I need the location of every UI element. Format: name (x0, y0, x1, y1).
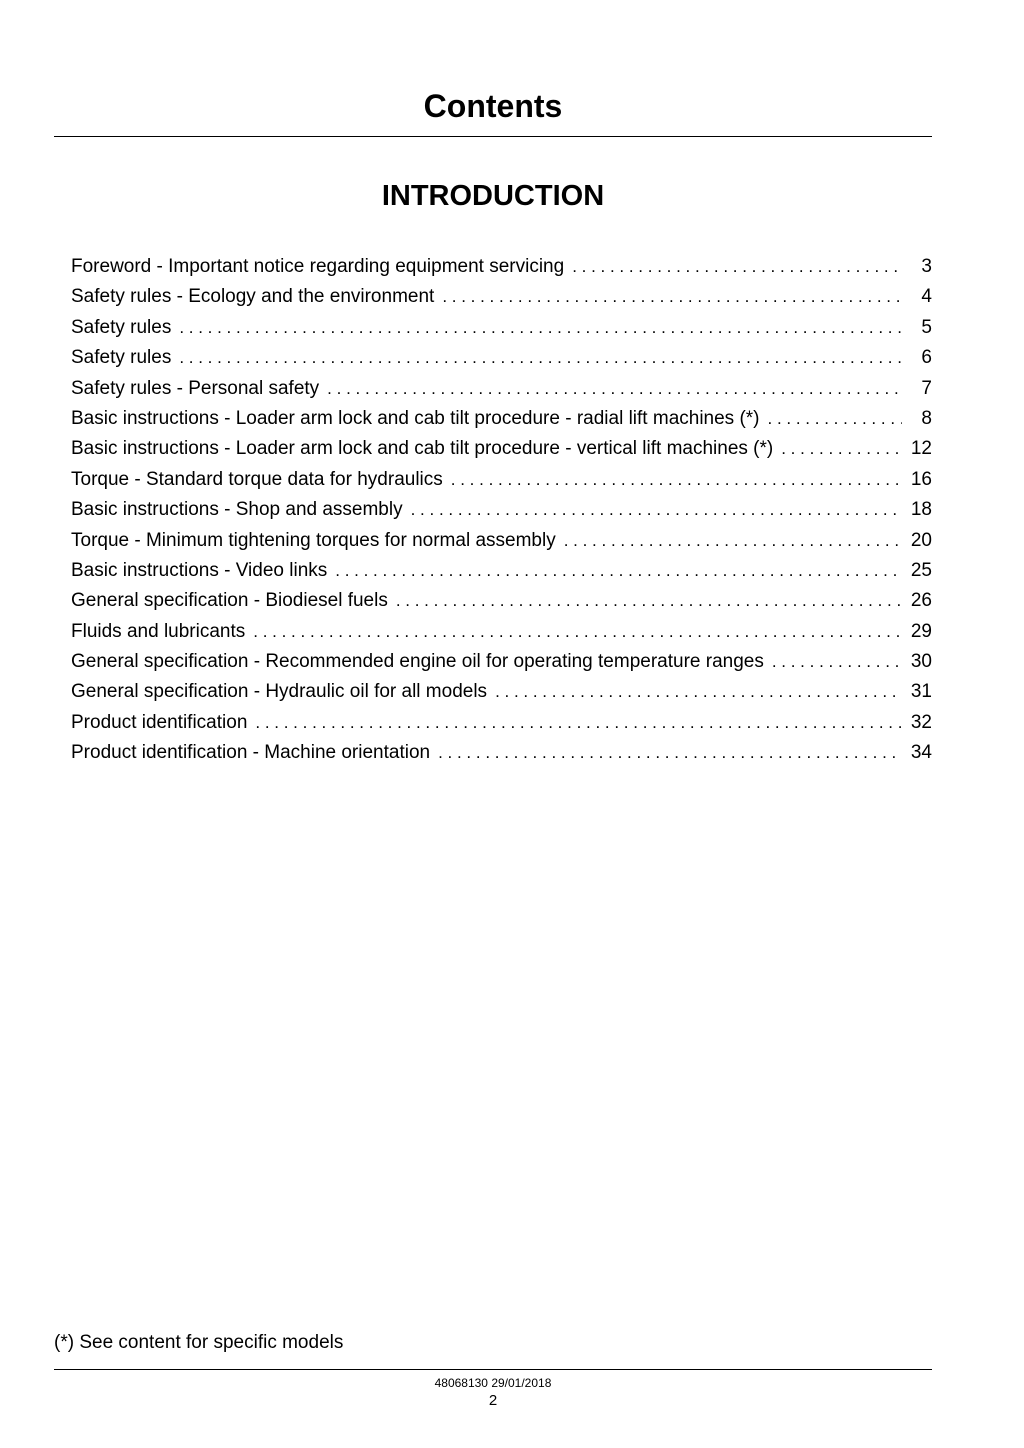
toc-entry-title: General specification - Recommended engine oil for operating temperature ranges (71, 651, 764, 673)
toc-entry-title: General specification - Hydraulic oil for all models (71, 681, 488, 703)
dot-leader (768, 404, 902, 434)
dot-leader (179, 343, 902, 373)
toc-entry-torque-hydraulics[interactable] (71, 465, 932, 495)
toc-entry-shop-assembly[interactable] (71, 495, 932, 525)
toc-entry-fluids[interactable] (71, 617, 932, 647)
toc-entry-title: Torque - Standard torque data for hydraulics (71, 468, 443, 490)
document-id: 48068130 29/01/2018 (434, 1376, 552, 1390)
toc-entry-page: 32 (910, 711, 932, 733)
dot-leader (253, 617, 902, 647)
toc-entry-page: 8 (921, 407, 932, 429)
toc-entry-torque-minimum[interactable] (71, 526, 932, 556)
toc-entry-page: 18 (910, 499, 932, 521)
section-heading: INTRODUCTION (381, 180, 605, 212)
toc-entry-personal-safety[interactable] (71, 374, 932, 404)
toc-entry-hydraulic-oil[interactable] (71, 677, 932, 707)
toc-entry-page: 20 (910, 529, 932, 551)
toc-entry-title: Safety rules (71, 316, 172, 338)
toc-entry-title: Safety rules - Ecology and the environment (71, 286, 435, 308)
toc-entry-title: Product identification (71, 711, 248, 733)
toc-entry-title: Basic instructions - Loader arm lock and cab tilt procedure - vertical lift machines (*) (71, 438, 774, 460)
dot-leader (572, 252, 902, 282)
toc-entry-safety-rules-6[interactable] (71, 343, 932, 373)
toc-entry-page: 3 (921, 256, 932, 277)
toc-entry-page: 12 (910, 438, 932, 460)
dot-leader (438, 738, 902, 768)
toc-entry-title: Product identification - Machine orientation (71, 742, 431, 764)
toc-entry-product-id[interactable] (71, 708, 932, 738)
toc-entry-biodiesel[interactable] (71, 586, 932, 616)
toc-entry-page: 16 (910, 468, 932, 490)
toc-entry-page: 29 (910, 620, 932, 642)
toc-entry-video-links[interactable] (71, 556, 932, 586)
toc-entry-vertical-lift[interactable] (71, 434, 932, 464)
toc-entry-page: 5 (921, 316, 932, 338)
toc-entry-title: Basic instructions - Loader arm lock and cab tilt procedure - radial lift machines (*) (71, 407, 760, 429)
dot-leader (255, 708, 902, 738)
dot-leader (564, 526, 902, 556)
dot-leader (451, 465, 902, 495)
toc-entry-safety-rules-5[interactable] (71, 313, 932, 343)
dot-leader (772, 647, 902, 677)
page-number: 2 (488, 1392, 498, 1409)
toc-entry-title: General specification - Biodiesel fuels (71, 590, 388, 612)
title-divider (54, 136, 932, 137)
dot-leader (179, 313, 902, 343)
toc-entry-machine-orientation[interactable] (71, 738, 932, 768)
dot-leader (411, 495, 902, 525)
toc-entry-page: 6 (921, 347, 932, 369)
dot-leader (396, 586, 902, 616)
toc-entry-title: Torque - Minimum tightening torques for normal assembly (71, 529, 556, 551)
toc-entry-page: 30 (910, 651, 932, 673)
dot-leader (495, 677, 902, 707)
footnote: (*) See content for specific models (54, 1332, 344, 1353)
toc-entry-page: 26 (910, 590, 932, 612)
toc-entry-title: Foreword - Important notice regarding equipment servicing (71, 256, 565, 277)
toc-entry-page: 34 (910, 742, 932, 764)
toc-entry-page: 4 (921, 286, 932, 308)
toc-entry-foreword[interactable] (71, 252, 932, 282)
toc-entry-ecology[interactable] (71, 282, 932, 312)
toc-entry-page: 25 (910, 559, 932, 581)
footer-divider (54, 1369, 932, 1370)
page-title: Contents (423, 88, 563, 124)
toc-entry-page: 7 (921, 377, 932, 399)
toc-entry-title: Basic instructions - Video links (71, 559, 328, 581)
dot-leader (781, 434, 902, 464)
dot-leader (327, 374, 902, 404)
toc-entry-title: Safety rules (71, 347, 172, 369)
table-of-contents (71, 252, 932, 769)
dot-leader (442, 282, 902, 312)
toc-entry-engine-oil[interactable] (71, 647, 932, 677)
toc-entry-radial-lift[interactable] (71, 404, 932, 434)
toc-entry-title: Basic instructions - Shop and assembly (71, 499, 403, 521)
toc-entry-title: Fluids and lubricants (71, 620, 246, 642)
toc-entry-page: 31 (910, 681, 932, 703)
toc-entry-title: Safety rules - Personal safety (71, 377, 320, 399)
dot-leader (335, 556, 902, 586)
